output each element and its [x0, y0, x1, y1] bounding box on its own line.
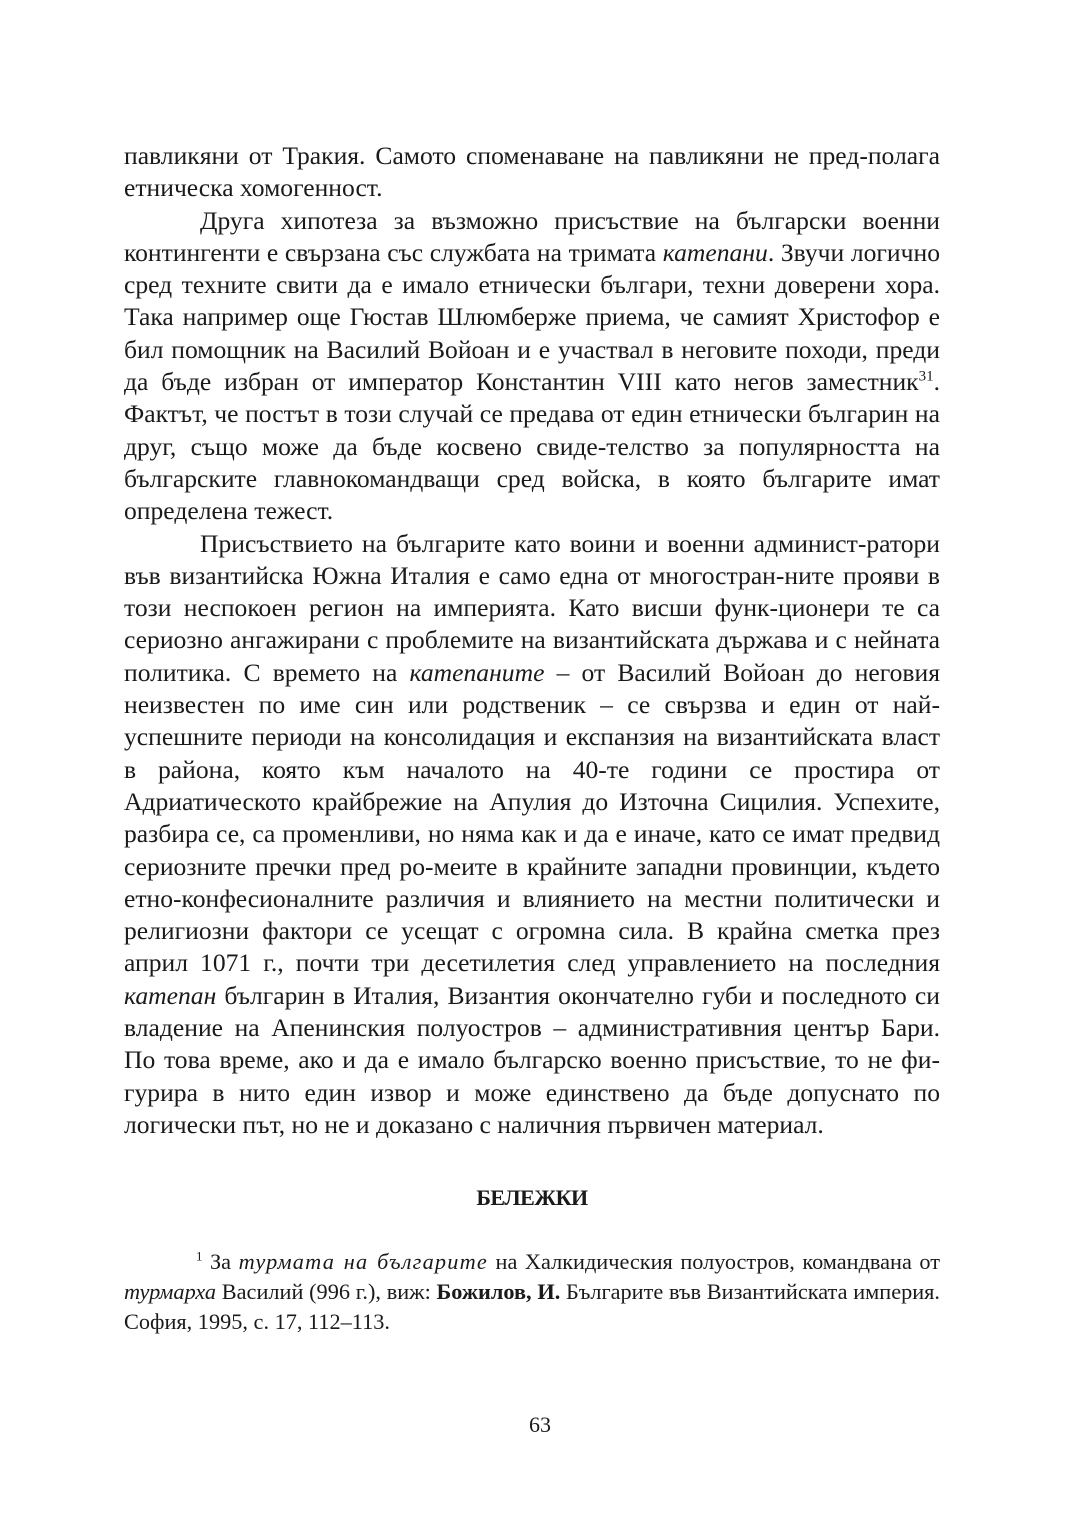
footnote-text-4: Българите във Византийската империя. София, 1995, с. 17, 112–113.: [124, 1279, 941, 1335]
paragraph-3-text-b: – от Василий Войоан до неговия неизвестен по име син или родственик – се свързва и един от най-успешните периоди на консолидация и експанзия на византийската власт в района, която към началото на 40-те години се простира от Адриатическото крайбрежие на Апулия до Източна Сицилия. Успехите, разбира се, са променливи, но няма как и да е иначе, като се имат предвид сериозните пречки пред ро-меите в крайните западни провинции, където етно-конфесионалните различия и влиянието на местни политически и религиозни фактори се усещат с огромна сила. В крайна сметка през април 1071 г., почти три десетилетия след управлението на последния: [124, 657, 940, 978]
footnote-italic-2: турмарха: [124, 1279, 217, 1305]
footnote-text-3: Василий (996 г.), виж:: [216, 1279, 437, 1305]
footnote-italic-1: турмата на българите: [238, 1249, 489, 1275]
paragraph-2-italic: катепани: [662, 237, 768, 267]
footnote-number: 1: [196, 1248, 203, 1264]
footnote-text-2: на Халкидическия полуостров, командвана от: [488, 1249, 940, 1275]
footnote-ref-31: 31: [918, 368, 934, 385]
paragraph-3-italic-1: катепаните: [409, 657, 545, 687]
paragraph-2-text-a: Друга хипотеза за възможно присъствие на български военни контингенти е свързана със службата на тримата: [124, 205, 940, 267]
paragraph-1-text: павликяни от Тракия. Самото споменаване на павликяни не пред-полага етническа хомогенност.: [124, 141, 940, 203]
page-number: 63: [529, 1412, 551, 1437]
main-text: [124, 140, 940, 1141]
paragraph-2-text-b: . Звучи логично сред техните свити да е имало етнически българи, техни доверени хора. Така например още Гюстав Шлюмберже приема, че самият Христофор е бил помощник на Василий Войоан и е участвал в неговите походи, преди да бъде избран от император Константин VIII като негов заместник: [124, 237, 940, 397]
paragraph-1: [124, 140, 940, 205]
footnote-1: [124, 1247, 940, 1337]
footnote-text-1: За: [202, 1249, 239, 1275]
paragraph-3-italic-2: катепан: [124, 980, 217, 1010]
paragraph-2: [124, 205, 940, 528]
paragraph-3: [124, 528, 940, 1142]
paragraph-3-text-a: Присъствието на българите като воини и военни админист-ратори във византийска Южна Италия е само една от многостран-ните прояви в този неспокоен регион на империята. Като висши функ-ционери те са сериозно ангажирани с проблемите на византийската държава и с нейната политика. С времето на: [124, 528, 940, 687]
footnote-author: Божилов, И.: [436, 1279, 561, 1305]
paragraph-3-text-c: българин в Италия, Византия окончателно губи и последното си владение на Апенинския полуостров – административния център Бари. По това време, ако и да е имало българско военно присъствие, то не фи-гурира в нито един извор и може единствено да бъде допуснато по логически път, но не и доказано с наличния първичен материал.: [124, 980, 940, 1139]
page-body: [124, 140, 940, 1360]
notes-heading: БЕЛЕЖКИ: [476, 1185, 588, 1211]
paragraph-2-text-c: . Фактът, че постът в този случай се предава от един етнически българин на друг, също може да бъде косвено свиде-телство за популярността на българските главнокомандващи сред войска, в която българите имат определена тежест.: [124, 367, 940, 526]
